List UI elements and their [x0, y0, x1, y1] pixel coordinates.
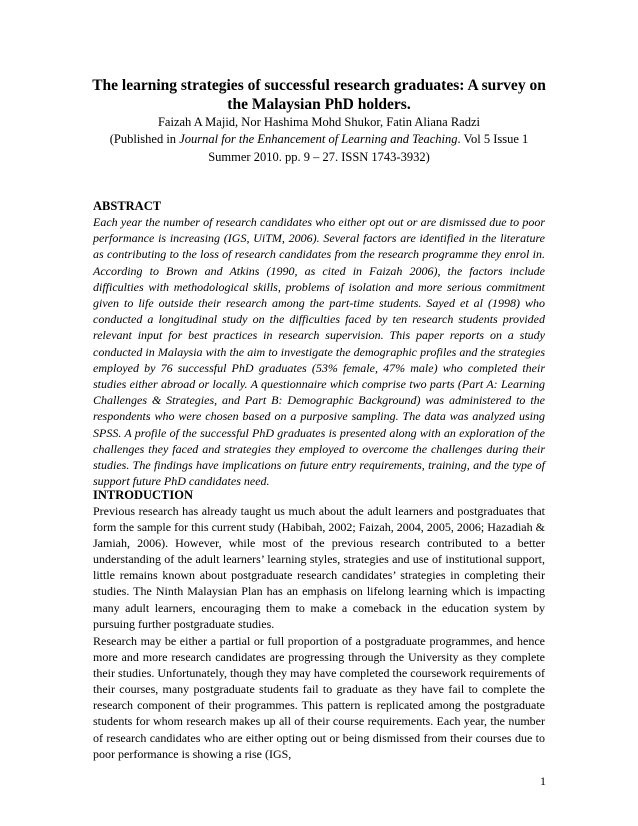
introduction-paragraph-1: Previous research has already taught us much about the adult learners and postgraduates that form the sample for this current study (Habibah, 2002; Faizah, 2004, 2005, 2006; Hazadiah & Jamiah, 2006). However, while most of the previous research contributed to a better understanding of the adult learners’ learning styles, strategies and use of institutional support, little remains known about postgraduate research candidates’ strategies in completing their studies. The Ninth Malaysian Plan has an emphasis on lifelong learning which is impacting many adult learners, encouraging them to make a comeback in the education system by pursuing further postgraduate studies. [93, 504, 545, 631]
journal-name: Journal for the Enhancement of Learning and Teaching [179, 132, 458, 146]
abstract-text: Each year the number of research candidates who either opt out or are dismissed due to poor performance is increasing (IGS, UiTM, 2006). Several factors are identified in the literature as contributing to the loss of research candidates from the research programme they enrol in. According to Brown and Atkins (1990, as cited in Faizah 2006), the factors include difficulties with methodological skills, problems of isolation and more serious commitment given to life outside their research among the part-time students. Sayed et al (1998) who conducted a longitudinal study on the difficulties faced by ten research students provided relevant input for best practices in research supervision. This paper reports on a study conducted in Malaysia with the aim to investigate the demographic profiles and the strategies employed by 76 successful PhD graduates (53% female, 47% male) who completed their studies either abroad or locally. A questionnaire which comprise two parts (Part A: Learning Challenges & Strategies, and Part B: Demographic Background) was administered to the respondents who were chosen based on a purposive sampling. The data was analyzed using SPSS. A profile of the successful PhD graduates is presented along with an exploration of the challenges they faced and strategies they employed to overcome the challenges during their studies. The findings have implications on future entry requirements, training, and the type of support future PhD candidates need. [93, 215, 545, 489]
author-list: Faizah A Majid, Nor Hashima Mohd Shukor, Fatin Aliana Radzi [157, 115, 481, 129]
paper-title: The learning strategies of successful research graduates: A survey on the Malaysian PhD holders. [92, 77, 546, 113]
introduction-paragraph-2: Research may be either a partial or full proportion of a postgraduate programmes, and hence more and more research candidates are progressing through the University as they complete their studies. Unfortunately, though they may have completed the coursework requirements of their courses, many postgraduate students fail to graduate as they have fail to complete the research component of their programmes. This pattern is replicated among the postgraduate students for whom research makes up all of their course requirements. Each year, the number of research candidates who are either opting out or being dismissed from their courses due to poor performance is showing a rise (IGS, [93, 634, 545, 761]
abstract-heading: ABSTRACT [93, 199, 162, 213]
introduction-heading: INTRODUCTION [93, 488, 194, 502]
page-number: 1 [540, 774, 546, 788]
publication-prefix: (Published in [109, 132, 180, 146]
publication-suffix: . Vol 5 Issue 1 Summer 2010. pp. 9 – 27. ISSN 1743-3932) [208, 132, 529, 164]
publication-info [92, 130, 546, 166]
